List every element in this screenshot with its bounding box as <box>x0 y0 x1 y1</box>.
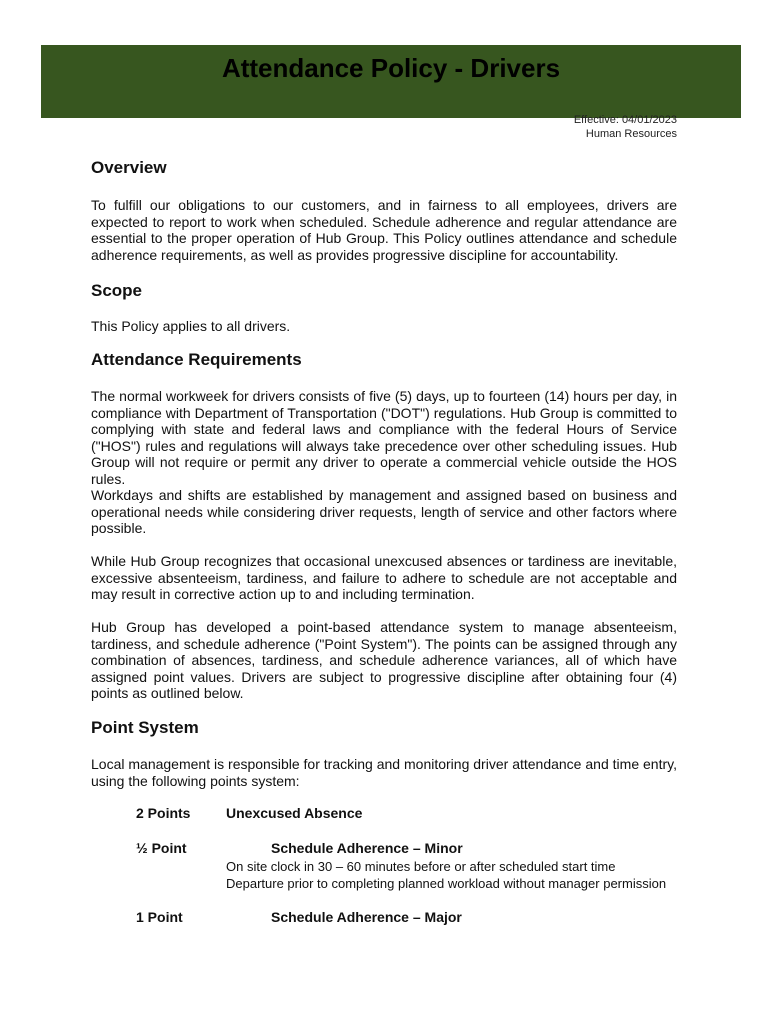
point-label: Schedule Adherence – Major <box>271 909 462 925</box>
point-system-intro: Local management is responsible for tracking and monitoring driver attendance and time entry, using the following points system: <box>91 756 677 789</box>
title-banner <box>41 45 741 118</box>
attendance-paragraph-3: While Hub Group recognizes that occasional unexcused absences or tardiness are inevitable, excessive absenteeism, tardiness, and failure to adhere to schedule are not acceptable and may result in corrective action up to and including termination. <box>91 553 677 603</box>
effective-date: Effective: 04/01/2023 <box>573 114 677 126</box>
scope-text: This Policy applies to all drivers. <box>91 318 291 334</box>
point-detail: Departure prior to completing planned workload without manager permission <box>226 876 667 891</box>
document-meta <box>574 113 677 141</box>
department: Human Resources <box>585 128 677 140</box>
point-value: ½ Point <box>136 840 187 856</box>
point-detail: On site clock in 30 – 60 minutes before or after scheduled start time <box>226 859 616 874</box>
attendance-paragraph-2: Workdays and shifts are established by management and assigned based on business and operational needs while considering driver requests, length of service and other factors where possible. <box>91 487 677 537</box>
point-value: 2 Points <box>136 805 191 821</box>
point-label: Unexcused Absence <box>226 805 363 821</box>
attendance-paragraph-4: Hub Group has developed a point-based attendance system to manage absenteeism, tardiness, and schedule adherence ("Point System"). The points can be assigned through any combination of absences, tardiness, and schedule adherence variances, all of which have assigned point values. Drivers are subject to progressive discipline after obtaining four (4) points as outlined below. <box>91 619 677 702</box>
point-value: 1 Point <box>136 909 183 925</box>
attendance-paragraph-1: The normal workweek for drivers consists of five (5) days, up to fourteen (14) hours per day, in compliance with Department of Transportation ("DOT") regulations. Hub Group is committed to complying with state and federal laws and compliance with the federal Hours of Service ("HOS") rules and regulations will always take precedence over other scheduling issues. Hub Group will not require or permit any driver to operate a commercial vehicle outside the HOS rules. <box>91 388 677 487</box>
page-title: Attendance Policy - Drivers <box>221 53 561 83</box>
point-system-heading: Point System <box>91 718 199 737</box>
scope-heading: Scope <box>91 281 143 300</box>
overview-text: To fulfill our obligations to our customers, and in fairness to all employees, drivers are expected to report to work when scheduled. Schedule adherence and regular attendance are essential to the proper operation of Hub Group. This Policy outlines attendance and schedule adherence requirements, as well as provides progressive discipline for accountability. <box>91 197 677 263</box>
overview-heading: Overview <box>91 158 167 177</box>
point-label: Schedule Adherence – Minor <box>271 840 463 856</box>
attendance-heading: Attendance Requirements <box>91 350 302 369</box>
